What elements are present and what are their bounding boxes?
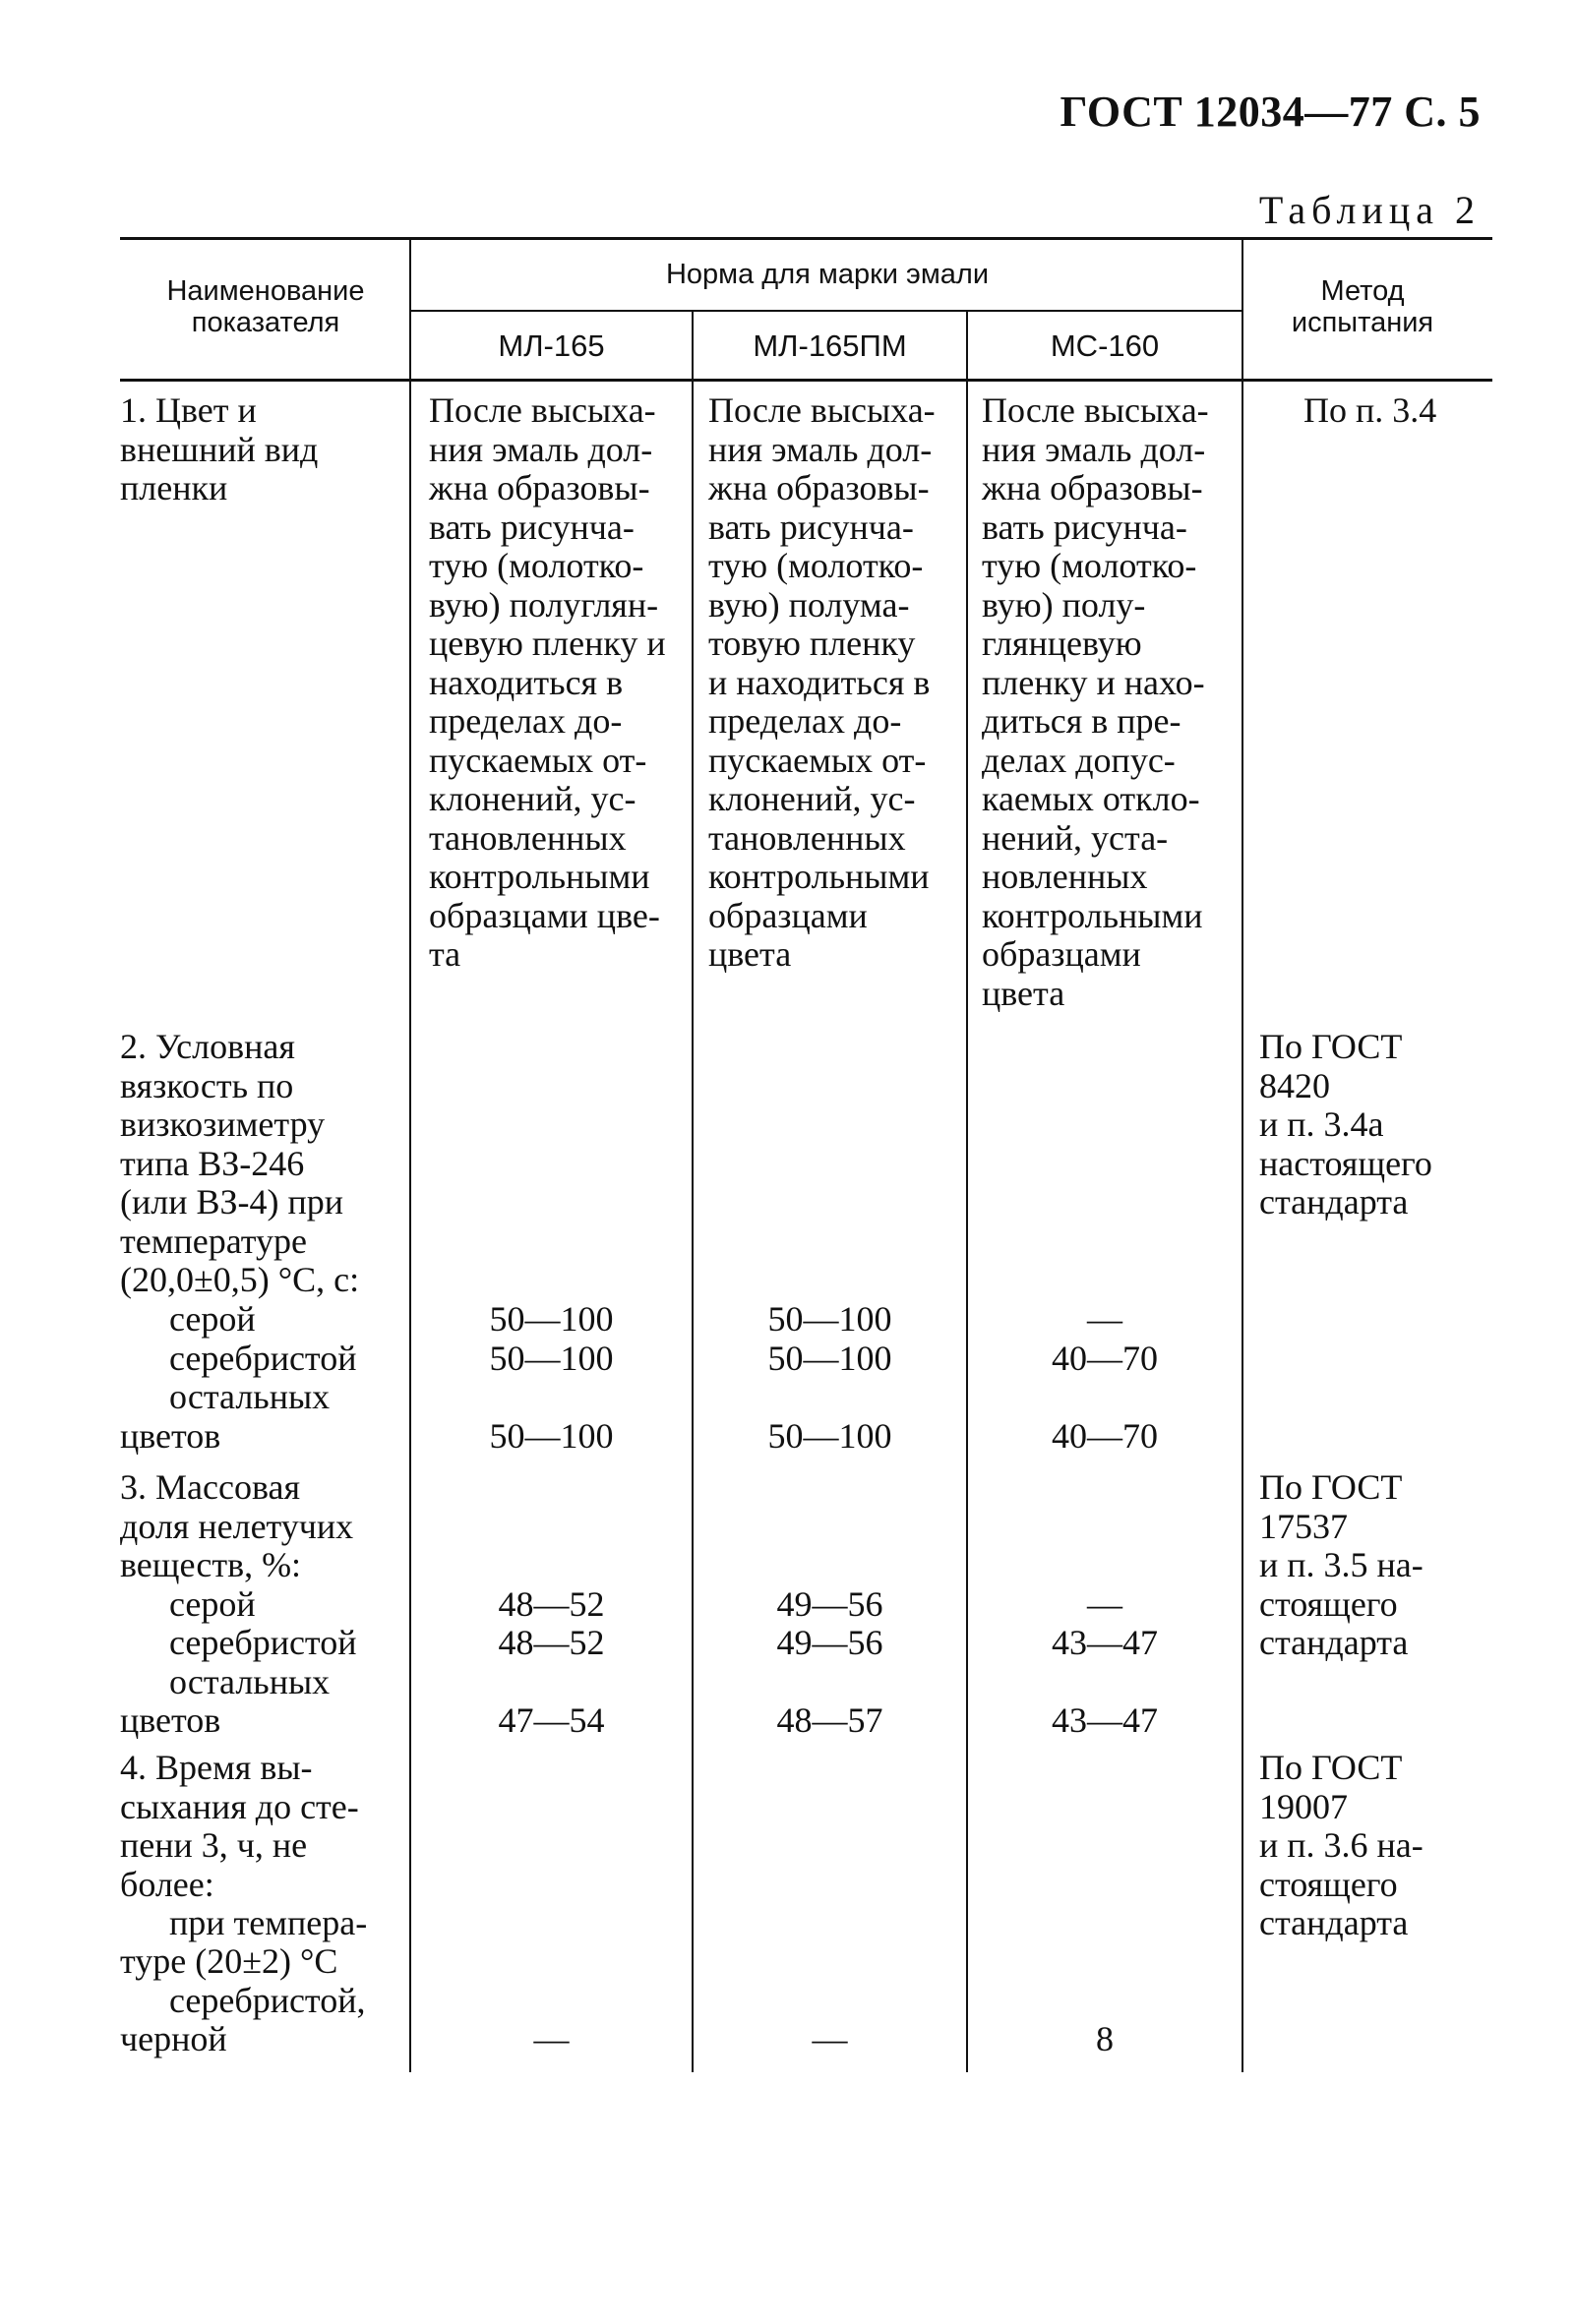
row3-ml165-silver: 48—52	[498, 1623, 605, 1662]
row2-ml165-other: 50—100	[489, 1416, 614, 1456]
header-brand-ms160: МС-160	[1050, 328, 1160, 363]
row3-ml165pm-other: 48—57	[776, 1700, 883, 1740]
row4-sub-line3: серебристой,	[169, 1981, 366, 2020]
col-divider-4	[1242, 237, 1243, 2072]
row4-ml165pm: —	[812, 2019, 848, 2058]
col-divider-1	[409, 237, 411, 2072]
row3-sub-colors: цветов	[120, 1700, 221, 1740]
row3-ml165-gray: 48—52	[498, 1584, 605, 1624]
row3-ms160-gray: —	[1087, 1584, 1122, 1624]
row4-name: 4. Время вы- сыхания до сте- пени 3, ч, не более:	[120, 1748, 359, 1904]
header-bottom-rule	[120, 379, 1492, 382]
row2-ml165-silver: 50—100	[489, 1339, 614, 1378]
row2-sub-gray: серой	[169, 1299, 256, 1339]
row3-sub-other: остальных	[169, 1662, 331, 1701]
row2-ml165pm-silver: 50—100	[767, 1339, 892, 1378]
header-indicator: Наименование показателя	[166, 275, 365, 338]
row2-ms160-silver: 40—70	[1052, 1339, 1158, 1378]
col-divider-2	[692, 310, 694, 2072]
row4-ms160: 8	[1096, 2019, 1114, 2058]
table-top-rule	[120, 237, 1492, 240]
row2-sub-silver: серебристой	[169, 1339, 357, 1378]
row1-method: По п. 3.4	[1303, 390, 1437, 430]
row4-sub-line4: черной	[120, 2019, 227, 2058]
row3-ml165pm-silver: 49—56	[776, 1623, 883, 1662]
row4-sub-line1: при темпера-	[169, 1903, 368, 1942]
header-norm-group: Норма для марки эмали	[665, 259, 990, 290]
row3-ml165pm-gray: 49—56	[776, 1584, 883, 1624]
col-divider-3	[966, 310, 968, 2072]
row3-ms160-silver: 43—47	[1052, 1623, 1158, 1662]
row2-sub-other: остальных	[169, 1377, 331, 1416]
row1-ml165: После высыха- ния эмаль дол- жна образовы- вать рисунча- тую (молотко- вую) полуглян- цевую пленку и находиться в пределах до- пускаемых от- клонений, ус- тановленных контрольными образцами цве- та	[429, 390, 666, 974]
row2-ms160-other: 40—70	[1052, 1416, 1158, 1456]
row2-sub-colors: цветов	[120, 1416, 221, 1456]
row2-ms160-gray: —	[1087, 1299, 1122, 1339]
header-brand-ml165pm: МЛ-165ПМ	[753, 328, 907, 363]
row3-sub-silver: серебристой	[169, 1623, 357, 1662]
row2-ml165pm-other: 50—100	[767, 1416, 892, 1456]
row4-sub-line2: туре (20±2) °С	[120, 1941, 338, 1981]
header-method: Метод испытания	[1291, 275, 1434, 338]
row3-name: 3. Массовая доля нелетучих веществ, %:	[120, 1467, 354, 1584]
row4-ml165: —	[533, 2019, 570, 2058]
row1-name: 1. Цвет и внешний вид пленки	[120, 390, 319, 507]
table-caption: Таблица 2	[1258, 188, 1481, 232]
row2-ml165-gray: 50—100	[489, 1299, 614, 1339]
row1-ms160: После высыха- ния эмаль дол- жна образовы- вать рисунча- тую (молотко- вую) полу- глянцевую пленку и нахо- диться в пре- делах допус- каемых откло- нений, уста- новленных контрольными образцами цвета	[982, 390, 1209, 1013]
row3-ml165-other: 47—54	[498, 1700, 605, 1740]
norm-group-rule	[410, 310, 1242, 312]
row1-ml165pm: После высыха- ния эмаль дол- жна образовы- вать рисунча- тую (молотко- вую) полума- товую пленку и находиться в пределах до- пускаемых от- клонений, ус- тановленных контрольными образцами цвета	[708, 390, 936, 974]
row2-method: По ГОСТ 8420 и п. 3.4а настоящего стандарта	[1259, 1027, 1432, 1222]
row2-ml165pm-gray: 50—100	[767, 1299, 892, 1339]
row3-ms160-other: 43—47	[1052, 1700, 1158, 1740]
row3-method: По ГОСТ 17537 и п. 3.5 на- стоящего стандарта	[1259, 1467, 1424, 1662]
header-brand-ml165: МЛ-165	[498, 328, 605, 363]
page-header: ГОСТ 12034—77 С. 5	[1060, 88, 1481, 136]
row3-sub-gray: серой	[169, 1584, 256, 1624]
row4-method: По ГОСТ 19007 и п. 3.6 на- стоящего стандарта	[1259, 1748, 1424, 1942]
row2-name: 2. Условная вязкость по визкозиметру типа ВЗ-246 (или ВЗ-4) при температуре (20,0±0,5) °С, с:	[120, 1027, 360, 1299]
